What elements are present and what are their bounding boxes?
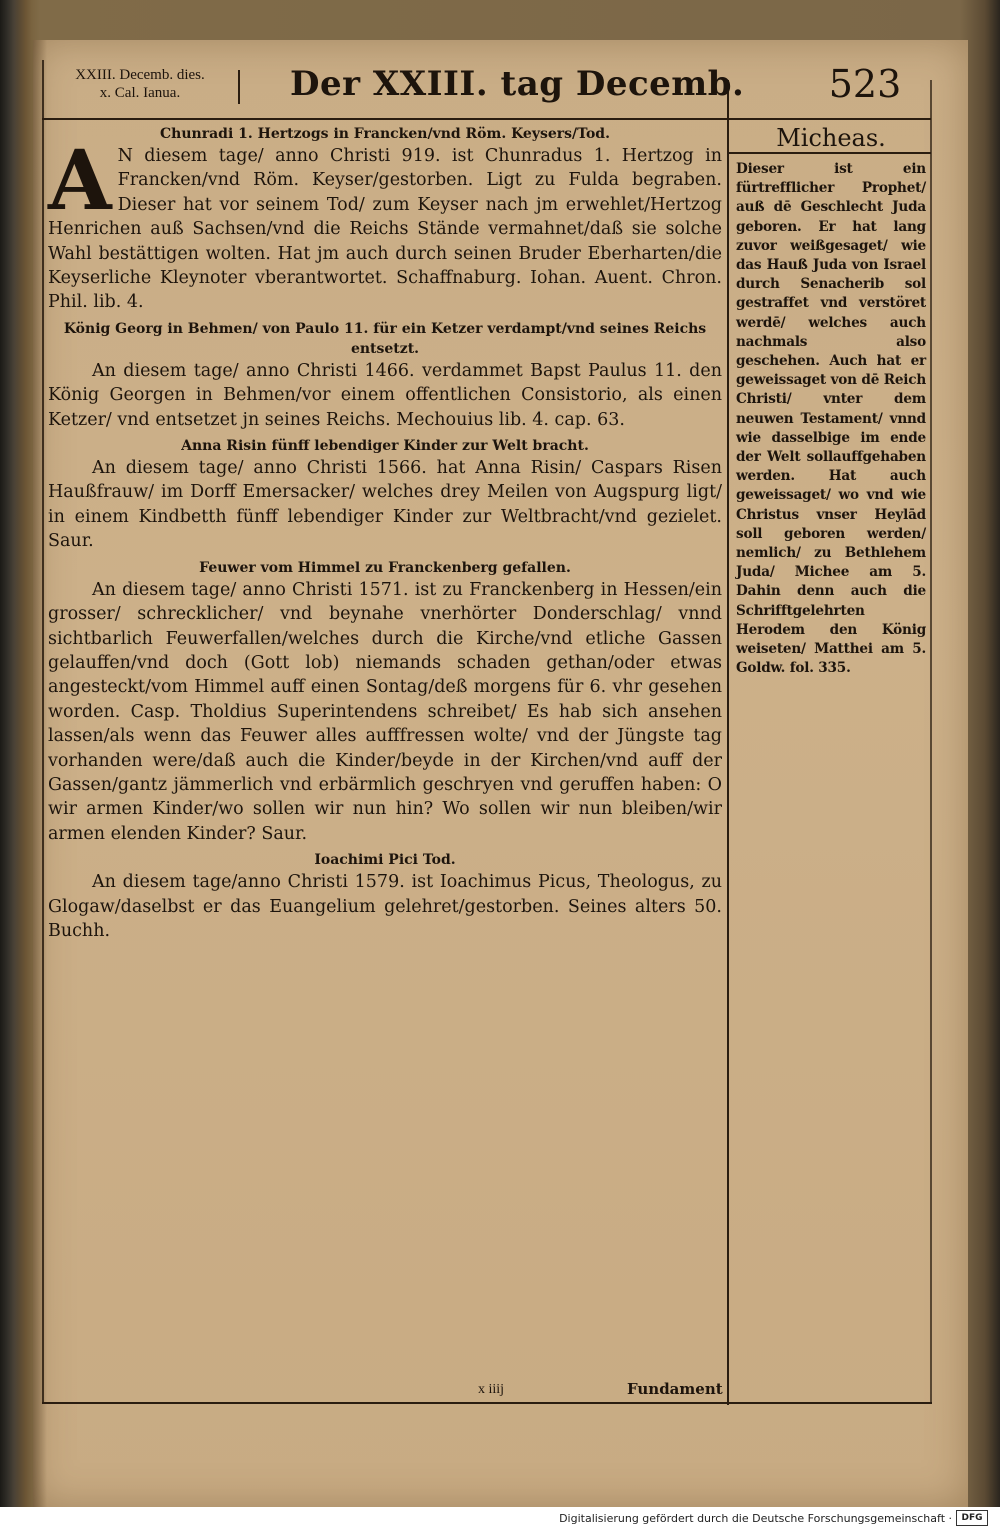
main-column [48, 124, 722, 943]
marginal-title: Micheas. [776, 124, 886, 152]
marginal-column [734, 124, 928, 678]
page-title: Der XXIII. tag Decemb. [290, 64, 745, 104]
page-gutter-shadow [33, 40, 47, 1507]
catchword: Fundament [627, 1380, 723, 1398]
running-head-line1: XXIII. Decemb. dies. [75, 67, 205, 83]
left-frame-rule [42, 60, 44, 1403]
section-text: An diesem tage/anno Christi 1579. ist Ioachimus Picus, Theologus, zu Glogaw/daselbst er das Euangelium gelehret/gestorben. Seines alters 50. Buchh. [48, 872, 722, 941]
page-number: 523 [828, 62, 902, 106]
section-heading: Feuwer vom Himmel zu Franckenberg gefallen. [199, 559, 571, 576]
section-heading: Chunradi 1. Hertzogs in Francken/vnd Röm. Keysers/Tod. [160, 126, 610, 142]
running-head-line2: x. Cal. Ianua. [99, 85, 181, 101]
section-text: An diesem tage/ anno Christi 1466. verdammet Bapst Paulus 11. den König Georgen in Behmen/vor einem offentlichen Consistorio, als einen Ketzer/ vnd entsetzet jn seines Reichs. Mechouius lib. 4. cap. 63. [48, 360, 722, 430]
section-heading: Anna Risin fünff lebendiger Kinder zur Welt bracht. [181, 438, 589, 455]
header-divider [238, 70, 240, 104]
footer-rule [42, 1402, 932, 1404]
section-text: An diesem tage/ anno Christi 1566. hat Anna Risin/ Caspars Risen Haußfrauw/ im Dorff Emersacker/ welches drey Meilen von Augspurg ligt/ in einem Kindbetth fünff lebendiger Kinder zur Weltbracht/vnd gezielet. Saur. [48, 458, 722, 552]
marginal-text: Dieser ist ein fürtrefflicher Prophet/ auß dē Geschlecht Juda geboren. Er hat lang zuvor weißgesaget/ wie das Hauß Juda von Israel durch Senacherib sol gestraffet vnd verstöret werdē/ welches auch nachmals also geschehen. Auch hat er geweissaget von dē Reich Christi/ vnter dem neuwen Testament/ vnnd wie dasselbige im ende der Welt sollauffgehaben werden. Hat auch geweissaget/ wo vnd wie Christus vnser Heylād soll geboren werden/ nemlich/ zu Bethlehem Juda/ Michee am 5. Dahin denn auch die Schrifftgelehrten Herodem den König weiseten/ Matthei am 5. Goldw. fol. 335. [736, 161, 926, 677]
credit-text: Digitalisierung gefördert durch die Deutsche Forschungsgemeinschaft · [559, 1512, 952, 1525]
header-rule [42, 118, 728, 120]
section-text: An diesem tage/ anno Christi 1571. ist zu Franckenberg in Hessen/ein grosser/ schrecklicher/ vnd beynahe vnerhörter Donderschlag/ vnnd sichtbarlich Feuwerfallen/welches durch die Kirche/vnd etliche Gassen gelauffen/vnd doch (Gott lob) niemands schaden gethan/oder etwas angesteckt/vom Himmel auff einen Sontag/deß morgens für 6. vhr gesehen worden. Casp. Tholdius Superintendens schreibet/ Es hab sich ansehen lassen/als wenn das Feuwer alles aufffressen wolte/ vnd der Jüngste tag vorhanden were/daß auch die Kinder/beyde in der Kirchen/vnd auff der Gassen/gantz jämmerlich vnd erbärmlich geschryen vnd geruffen haben: O wir armen Kinder/wo sollen wir nun hin? Wo sollen wir nun bleiben/wir armen elenden Kinder? Saur. [48, 579, 722, 844]
right-frame-rule [930, 80, 932, 1403]
running-head-date [50, 66, 230, 102]
sidebar-top-rule [729, 118, 931, 120]
drop-cap: A [48, 133, 112, 229]
section-heading: König Georg in Behmen/ von Paulo 11. für ein Ketzer verdampt/vnd seines Reichs entsetzt. [63, 320, 707, 357]
column-divider [727, 80, 729, 1405]
section-heading: Ioachimi Pici Tod. [314, 852, 456, 869]
signature-mark: x iiij [478, 1382, 505, 1397]
section-body: N diesem tage/ anno Christi 919. ist Chunradus 1. Hertzog in Francken/vnd Röm. Keyser/gestorben. Ligt zu Fulda begraben. Dieser hat vor seinem Tod/ zum Keyser nach jm erwehlet/Hertzog Henrichen auß Sachsen/vnd die Reichs Stände vermahnet/daß sie solche Wahl bestättigen wolten. Hat jm auch durch seinen Bruder Eberharten/die Keyserliche Kleynoter vberantwortet. Schaffnaburg. Iohan. Auent. Chron. Phil. lib. 4. [48, 146, 722, 313]
dfg-logo: DFG [956, 1510, 988, 1526]
